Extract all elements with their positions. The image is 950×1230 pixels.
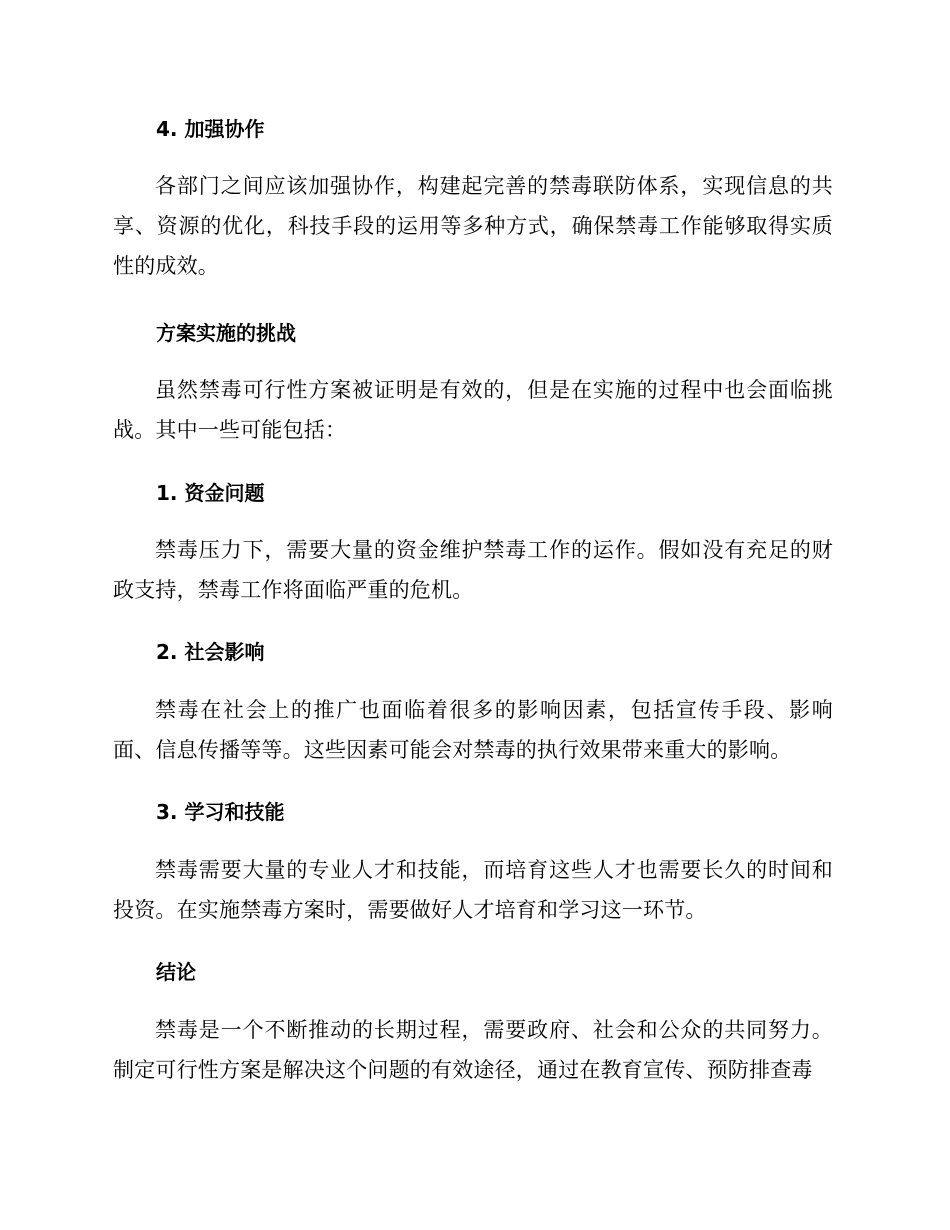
section-heading-skills: 3. 学习和技能 [156,800,285,824]
section-heading-funding: 1. 资金问题 [156,481,265,505]
section-paragraph-funding: 禁毒压力下，需要大量的资金维护禁毒工作的运作。假如没有充足的财政支持，禁毒工作将面临严重的危机。 [113,538,833,602]
section-paragraph-skills: 禁毒需要大量的专业人才和技能，而培育这些人才也需要长久的时间和投资。在实施禁毒方案时，需要做好人才培育和学习这一环节。 [113,858,833,922]
section-heading-cooperation: 4. 加强协作 [156,117,265,141]
section-paragraph-social-impact: 禁毒在社会上的推广也面临着很多的影响因素，包括宣传手段、影响面、信息传播等等。这些因素可能会对禁毒的执行效果带来重大的影响。 [113,698,833,762]
section-paragraph-conclusion: 禁毒是一个不断推动的长期过程，需要政府、社会和公众的共同努力。制定可行性方案是解决这个问题的有效途径，通过在教育宣传、预防排查毒 [113,1018,833,1082]
section-paragraph-challenges: 虽然禁毒可行性方案被证明是有效的，但是在实施的过程中也会面临挑战。其中一些可能包括： [113,378,833,442]
section-heading-social-impact: 2. 社会影响 [156,640,265,664]
section-heading-challenges: 方案实施的挑战 [156,321,296,345]
section-paragraph-cooperation: 各部门之间应该加强协作，构建起完善的禁毒联防体系，实现信息的共享、资源的优化，科技手段的运用等多种方式，确保禁毒工作能够取得实质性的成效。 [113,174,833,278]
section-heading-conclusion: 结论 [156,960,196,984]
